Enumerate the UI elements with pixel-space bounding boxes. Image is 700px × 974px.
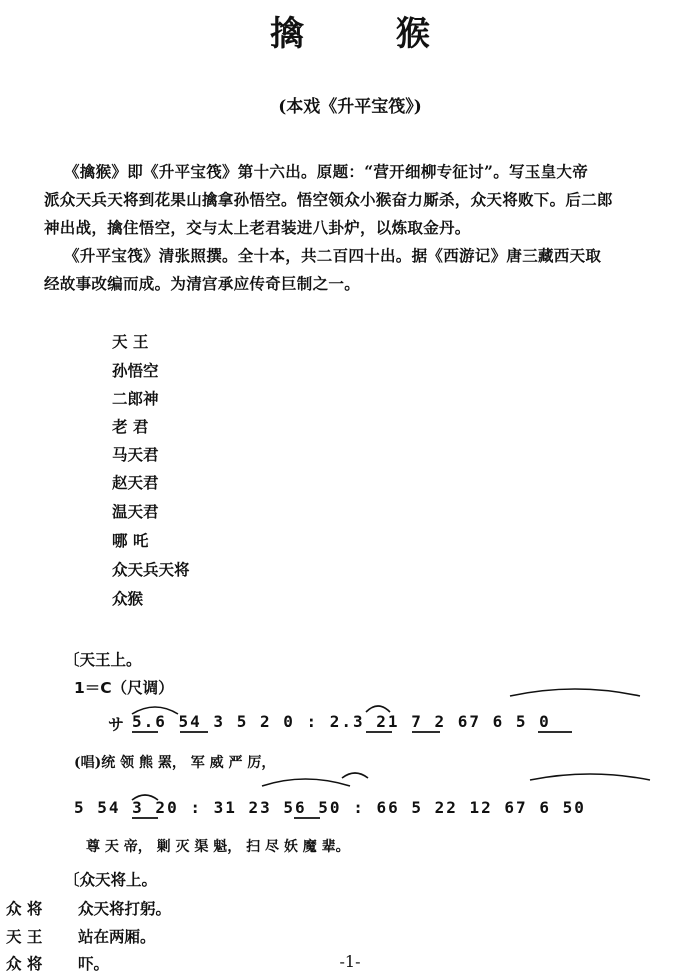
page-number: -1- xyxy=(339,952,361,971)
dialogue-speaker: 众 将 xyxy=(6,900,43,918)
stage-direction: 〔众天将上。 xyxy=(64,870,158,889)
page-title: 擒 猴 xyxy=(270,14,470,54)
intro-line: 《升平宝筏》清张照撰。全十本，共二百四十出。据《西游记》唐三藏西天取 xyxy=(64,246,602,265)
cast-item: 天 王 xyxy=(112,333,149,351)
cast-item: 温天君 xyxy=(112,503,159,521)
notation-prefix: サ xyxy=(108,715,127,734)
intro-line: 《擒猴》即《升平宝筏》第十六出。原题：“营开细柳专征讨”。写玉皇大帝 xyxy=(64,162,589,181)
notation-line-2: 5 54 3 20 : 31 23 56 50 : 66 5 22 12 67 6 50 xyxy=(74,798,586,817)
intro-line: 经故事改编而成。为清宫承应传奇巨制之一。 xyxy=(44,274,361,293)
dialogue-speaker: 众 将 xyxy=(6,955,43,973)
dialogue-line: 吓。 xyxy=(78,955,110,973)
dialogue-line: 站在两厢。 xyxy=(78,928,156,946)
lyrics-line-2: 尊 天 帝， 剿 灭 渠 魁， 扫 尽 妖 魔 辈。 xyxy=(86,839,350,855)
notation-line-1: 5.6 54 3 5 2 0 : 2.3 21 7 2 67 6 5 0 xyxy=(132,712,551,731)
cast-item: 众猴 xyxy=(112,590,144,608)
stage-direction: 〔天王上。 xyxy=(64,650,142,669)
dialogue-speaker: 天 王 xyxy=(6,928,43,946)
key-signature: 1＝C（尺调） xyxy=(74,679,174,697)
lyrics-line-1: (唱)统 领 熊 罴， 军 威 严 厉， xyxy=(74,755,276,771)
subtitle: (本戏《升平宝筏》) xyxy=(278,97,422,117)
intro-line: 派众天兵天将到花果山擒拿孙悟空。悟空领众小猴奋力厮杀，众天将败下。后二郎 xyxy=(44,190,613,209)
cast-item: 众天兵天将 xyxy=(112,561,190,579)
cast-item: 二郎神 xyxy=(112,390,159,408)
cast-item: 马天君 xyxy=(112,446,159,464)
cast-item: 孙悟空 xyxy=(112,362,159,380)
intro-line: 神出战，擒住悟空，交与太上老君装进八卦炉，以炼取金丹。 xyxy=(44,218,471,237)
dialogue-line: 众天将打躬。 xyxy=(78,900,172,918)
cast-item: 老 君 xyxy=(112,418,149,436)
cast-item: 赵天君 xyxy=(112,474,159,492)
cast-item: 哪 吒 xyxy=(112,532,149,550)
